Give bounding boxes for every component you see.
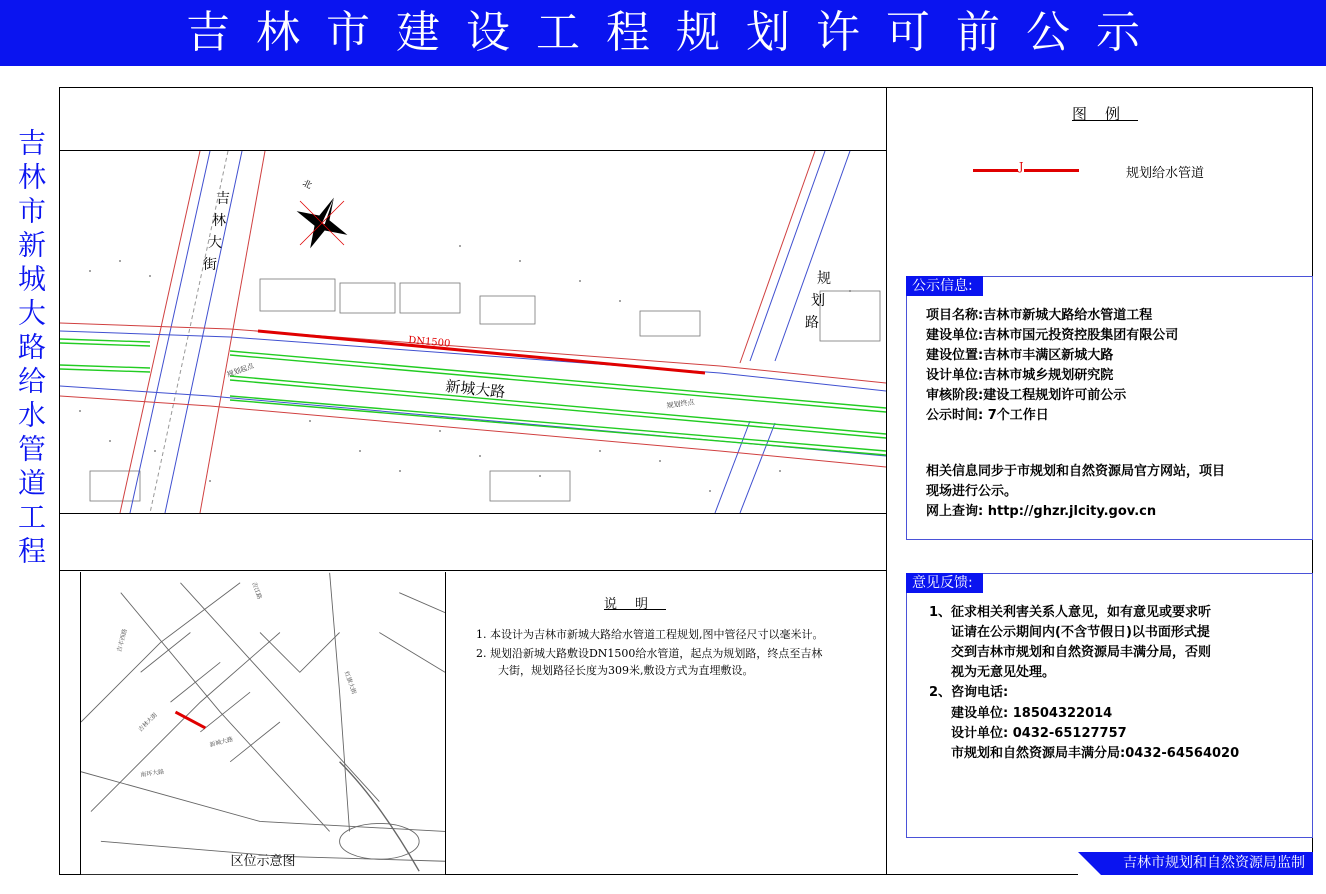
inset-street-label: 红旗大街 (342, 670, 358, 696)
inset-street-label: 吉江路 (250, 581, 263, 601)
legend-pipe-marker: J (1019, 160, 1024, 173)
notes-item-1: 1. 本设计为吉林市新城大路给水管道工程规划,图中管径尺寸以毫米计。 (476, 628, 824, 641)
frame-divider (59, 570, 886, 571)
legend-title: 图例 (1071, 105, 1138, 123)
frame-divider (886, 87, 887, 875)
info-sync-line1: 相关信息同步于市规划和自然资源局官方网站，项目 (926, 464, 1226, 479)
legend-pipe-line (973, 169, 1079, 172)
site-plan-map (60, 151, 886, 513)
info-builder: 建设单位:吉林市国元投资控股集团有限公司 (926, 328, 1179, 343)
footer-tag: 吉林市规划和自然资源局监制 (1078, 852, 1313, 875)
feedback-phone-builder: 建设单位: 18504322014 (951, 706, 1113, 721)
pipe-end-label: 规划终点 (666, 398, 696, 410)
info-duration: 公示时间: 7个工作日 (926, 408, 1049, 423)
feedback-phone-designer: 设计单位: 0432-65127757 (951, 726, 1127, 741)
feedback-item1-line3: 交到吉林市规划和自然资源局丰满分局，否则 (951, 645, 1212, 660)
pipe-start-label: 规划起点 (225, 361, 255, 379)
notes-item-2: 2. 规划沿新城大路敷设DN1500给水管道，起点为规划路，终点至吉林大街，规划路径长度为309米,敷设方式为直埋敷设。 (476, 647, 823, 677)
banner-title: 吉林市建设工程规划许可前公示 (186, 7, 1166, 58)
road-label-guihua-2: 划 (811, 293, 825, 309)
info-website: 网上查询: http://ghzr.jlcity.gov.cn (926, 504, 1157, 519)
road-label-jilin-3: 大 (208, 235, 222, 251)
info-sync-line2: 现场进行公示。 (926, 484, 1018, 499)
location-map (80, 572, 446, 875)
notes (476, 626, 832, 681)
inset-street-label: 吉林大街 (137, 711, 159, 734)
road-label-jilin-1: 吉 (216, 191, 230, 207)
inset-street-label: 南环大路 (139, 768, 165, 779)
frame-divider (59, 513, 886, 514)
road-label-guihua-3: 路 (805, 315, 819, 331)
feedback-tag: 意见反馈: (906, 573, 983, 593)
footer-tag-corner (1078, 852, 1101, 875)
side-title: 吉林市新城大路给水管道工程 (14, 128, 47, 570)
feedback-phone-bureau: 市规划和自然资源局丰满分局:0432-64564020 (951, 746, 1240, 761)
feedback-item1-line4: 视为无意见处理。 (951, 665, 1056, 680)
info-location: 建设位置:吉林市丰满区新城大路 (926, 348, 1114, 363)
inset-street-label: 吉丰西路 (115, 628, 129, 653)
location-map-label: 区位示意图 (230, 854, 296, 869)
info-designer: 设计单位:吉林市城乡规划研究院 (926, 368, 1114, 383)
notes-title: 说明 (603, 597, 666, 612)
public-info-tag: 公示信息: (906, 276, 983, 296)
feedback-item1-line1: 1、征求相关利害关系人意见，如有意见或要求听 (929, 605, 1212, 620)
legend-pipe-label: 规划给水管道 (1126, 166, 1205, 181)
pipe-label: DN1500 (407, 335, 451, 350)
road-label-jilin-4: 街 (203, 257, 217, 273)
info-project: 项目名称:吉林市新城大路给水管道工程 (926, 308, 1153, 323)
road-label-xincheng: 新城大路 (444, 377, 507, 402)
info-stage: 审核阶段:建设工程规划许可前公示 (926, 388, 1127, 403)
feedback-item1-line2: 证请在公示期间内(不含节假日)以书面形式提 (951, 625, 1210, 640)
north-label: 北 (300, 178, 314, 192)
road-label-guihua-1: 规 (817, 271, 831, 287)
inset-street-label: 新城大路 (208, 735, 234, 749)
feedback-item2: 2、咨询电话: (929, 685, 1009, 700)
road-label-jilin-2: 林 (212, 213, 226, 229)
